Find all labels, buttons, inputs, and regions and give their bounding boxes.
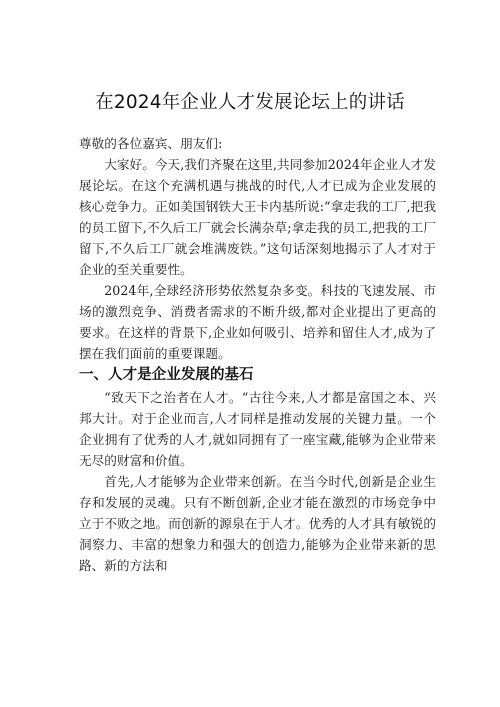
section-1-paragraph-1: “致天下之治者在人才。“古往今来,人才都是富国之本、兴邦大计。对于企业而言,人才同样是推动发展的关键力量。一个企业拥有了优秀的人才,就如同拥有了一座宝藏,能够为企业带来无尽的财富和价值。 <box>79 390 436 468</box>
document-body <box>79 133 436 576</box>
intro-paragraph-2: 2024年,全球经济形势依然复杂多变。科技的飞速发展、市场的激烈竞争、消费者需求的不断升级,都对企业提出了更高的要求。在这样的背景下,企业如何吸引、培养和留住人才,成为了摆在我们面前的重要课题。 <box>79 283 436 361</box>
salutation: 尊敬的各位嘉宾、朋友们: <box>79 136 223 151</box>
section-1-heading: 一、人才是企业发展的基石 <box>79 367 254 383</box>
section-1-paragraph-2: 首先,人才能够为企业带来创新。在当今时代,创新是企业生存和发展的灵魂。只有不断创新,企业才能在激烈的市场竞争中立于不败之地。而创新的源泉在于人才。优秀的人才具有敏锐的洞察力、丰富的想象力和强大的创造力,能够为企业带来新的思路、新的方法和 <box>79 474 436 573</box>
intro-paragraph-1: 大家好。今天,我们齐聚在这里,共同参加2024年企业人才发展论坛。在这个充满机遇与挑战的时代,人才已成为企业发展的核心竞争力。正如美国钢铁大王卡内基所说:“拿走我的工厂,把我的员工留下,不久后工厂就会长满杂草;拿走我的员工,把我的工厂留下,不久后工厂就会堆满废铁。”这句话深刻地揭示了人才对于企业的至关重要性。 <box>79 157 436 277</box>
document-title: 在2024年企业人才发展论坛上的讲话 <box>95 92 405 113</box>
